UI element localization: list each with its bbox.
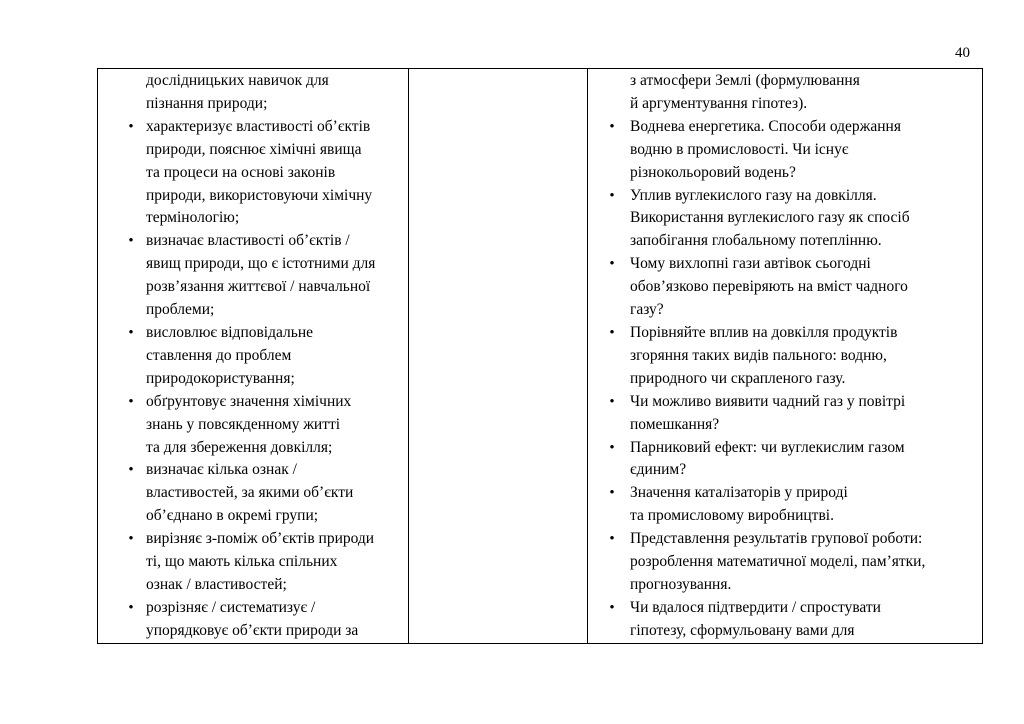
list-item-line: термінологію; [146,209,240,227]
list-item [98,116,408,231]
list-item [588,482,982,528]
list-item-line: проблеми; [146,301,215,319]
list-item-line: та промисловому виробництві. [630,507,834,525]
bullet-icon: • [128,531,134,548]
list-item-line: єдиним? [630,461,687,479]
list-item-line: Чи вдалося підтвердити / спростувати [630,598,881,616]
list-item [588,70,982,116]
list-item-line: пізнання природи; [146,94,268,112]
list-item-line: запобігання глобальному потеплінню. [630,232,882,250]
list-item [98,322,408,391]
list-item-line: Використання вуглекислого газу як спосіб [630,209,910,227]
list-item-line: вирізняє з-поміж об’єктів природи [146,530,375,548]
bullet-icon: • [609,187,615,204]
middle-column-cell [409,69,588,644]
bullet-icon: • [609,118,615,135]
bullet-icon: • [128,393,134,410]
list-item-line: природи, пояснює хімічні явища [146,140,362,158]
list-item-line: Порівняйте вплив на довкілля продуктів [630,323,898,341]
list-item-line: розв’язання життєвої / навчальної [146,278,371,296]
list-item-line: Уплив вуглекислого газу на довкілля. [630,186,877,204]
list-item-line: та для збереження довкілля; [146,438,333,456]
list-item-line: Чому вихлопні гази автівок сьогодні [630,255,871,273]
list-item-line: помешкання? [630,415,720,433]
list-item-line: газу? [630,301,664,319]
list-item-line: упорядковує об’єкти природи за [146,621,359,639]
list-item-line: Представлення результатів групової роботи: [630,530,923,548]
bullet-icon: • [128,462,134,479]
list-item-line: Значення каталізаторів у природі [630,484,848,502]
list-item-line: обґрунтовує значення хімічних [146,392,352,410]
list-item-line: розроблення математичної моделі, пам’ятки, [630,553,926,571]
list-item [588,391,982,437]
list-item [588,597,982,643]
list-item-line: розрізняє / систематизує / [146,598,316,616]
page-number: 40 [955,45,970,61]
list-item-line: водню в промисловості. Чи існує [630,140,849,158]
list-item-line: ознак / властивостей; [146,575,287,593]
list-item [588,116,982,185]
list-item [98,230,408,322]
list-item-line: гіпотезу, сформульовану вами для [630,621,855,639]
bullet-icon: • [609,393,615,410]
bullet-icon: • [609,531,615,548]
list-item-line: дослідницьких навичок для [146,72,329,89]
content-table [97,68,983,644]
list-item-line: Парниковий ефект: чи вуглекислим газом [630,438,905,456]
list-item-line: ставлення до проблем [146,346,292,364]
list-item [588,528,982,597]
bullet-icon: • [128,118,134,135]
bullet-icon: • [128,324,134,341]
list-item-line: природокористування; [146,369,295,387]
list-item-line: характеризує властивості об’єктів [146,117,371,135]
list-item [98,528,408,597]
bullet-icon: • [128,233,134,250]
list-item [588,322,982,391]
list-item-line: з атмосфери Землі (формулювання [630,72,860,89]
list-item-line: та процеси на основі законів [146,163,336,181]
list-item [98,597,408,643]
list-item-line: Воднева енергетика. Способи одержання [630,117,901,135]
list-item-line: Чи можливо виявити чадний газ у повітрі [630,392,906,410]
left-column-cell [98,69,409,644]
bullet-icon: • [609,256,615,273]
list-item-line: прогнозування. [630,575,732,593]
bullet-icon: • [609,599,615,616]
list-item-line: явищ природи, що є істотними для [146,255,376,273]
bullet-icon: • [609,485,615,502]
table-row [98,69,983,644]
list-item-line: висловлює відповідальне [146,323,313,341]
list-item-line: й аргументування гіпотез). [630,94,808,112]
list-item-line: знань у повсякденному житті [146,415,341,433]
list-item-line: визначає кілька ознак / [146,461,297,479]
left-column-list [98,69,408,643]
bullet-icon: • [609,324,615,341]
right-column-cell [588,69,983,644]
list-item-line: властивостей, за якими об’єкти [146,484,354,502]
list-item-line: об’єднано в окремі групи; [146,507,319,525]
list-item [588,437,982,483]
list-item [98,459,408,528]
list-item-line: ті, що мають кілька спільних [146,553,338,571]
list-item-line: різнокольоровий водень? [630,163,796,181]
bullet-icon: • [609,439,615,456]
list-item-line: згоряння таких видів пального: водню, [630,346,887,364]
list-item-line: обов’язково перевіряють на вміст чадного [630,278,908,296]
list-item [588,253,982,322]
list-item-line: природного чи скрапленого газу. [630,369,846,387]
list-item [98,70,408,116]
bullet-icon: • [128,599,134,616]
list-item [98,391,408,460]
right-column-list [588,69,982,643]
list-item [588,185,982,254]
list-item-line: природи, використовуючи хімічну [146,186,373,204]
list-item-line: визначає властивості об’єктів / [146,232,350,250]
